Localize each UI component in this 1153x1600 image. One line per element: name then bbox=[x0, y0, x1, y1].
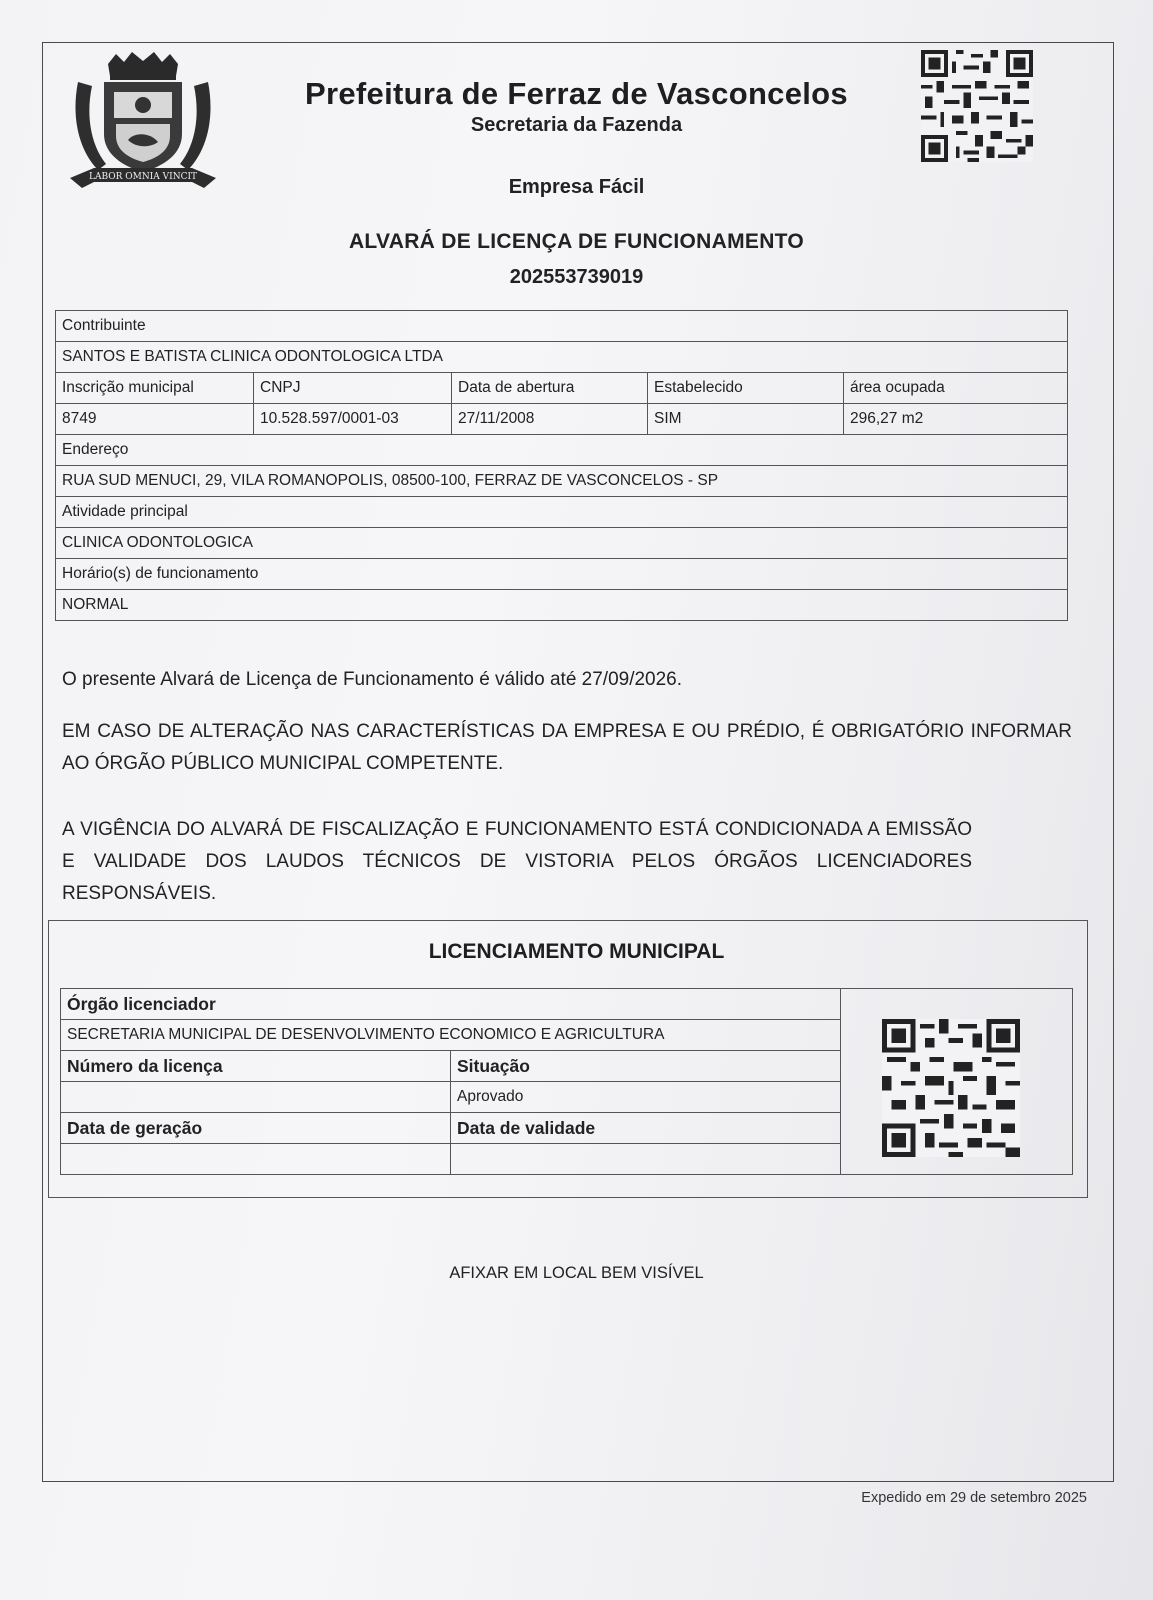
atividade-value: CLINICA ODONTOLOGICA bbox=[56, 528, 1068, 559]
company-data-table bbox=[55, 310, 1068, 621]
inscricao-label: Inscrição municipal bbox=[56, 373, 254, 404]
affix-notice: AFIXAR EM LOCAL BEM VISÍVEL bbox=[449, 1264, 704, 1282]
validade-value bbox=[451, 1144, 841, 1175]
atividade-label: Atividade principal bbox=[56, 497, 1068, 528]
cnpj-label: CNPJ bbox=[254, 373, 452, 404]
licensing-title: LICENCIAMENTO MUNICIPAL bbox=[428, 940, 725, 963]
table-row bbox=[56, 528, 1068, 559]
table-row bbox=[61, 989, 1073, 1020]
document-number: 202553739019 bbox=[509, 266, 644, 288]
table-row bbox=[56, 373, 1068, 404]
svg-text:LABOR OMNIA VINCIT: LABOR OMNIA VINCIT bbox=[88, 172, 198, 182]
contribuinte-label: Contribuinte bbox=[56, 311, 1068, 342]
table-row bbox=[56, 466, 1068, 497]
orgao-label: Órgão licenciador bbox=[61, 989, 841, 1020]
qr-code-licensing-icon[interactable] bbox=[881, 1019, 1021, 1157]
abertura-value: 27/11/2008 bbox=[452, 404, 648, 435]
abertura-label: Data de abertura bbox=[452, 373, 648, 404]
geracao-value bbox=[61, 1144, 451, 1175]
situacao-label: Situação bbox=[451, 1051, 841, 1082]
endereco-label: Endereço bbox=[56, 435, 1068, 466]
numero-label: Número da licença bbox=[61, 1051, 451, 1082]
contribuinte-value: SANTOS E BATISTA CLINICA ODONTOLOGICA LTDA bbox=[56, 342, 1068, 373]
table-row bbox=[56, 435, 1068, 466]
licensing-table bbox=[60, 988, 1073, 1175]
area-value: 296,27 m2 bbox=[844, 404, 1068, 435]
endereco-value: RUA SUD MENUCI, 29, VILA ROMANOPOLIS, 08500-100, FERRAZ DE VASCONCELOS - SP bbox=[56, 466, 1068, 497]
estabelecido-label: Estabelecido bbox=[648, 373, 844, 404]
issued-date: Expedido em 29 de setembro 2025 bbox=[861, 1490, 1087, 1506]
alteration-notice: EM CASO DE ALTERAÇÃO NAS CARACTERÍSTICAS DA EMPRESA E OU PRÉDIO, É OBRIGATÓRIO INFORMAR AO ÓRGÃO PÚBLICO MUNICIPAL COMPETENTE. bbox=[62, 721, 1072, 774]
validity-condition-notice: A VIGÊNCIA DO ALVARÁ DE FISCALIZAÇÃO E FUNCIONAMENTO ESTÁ CONDICIONADA A EMISSÃO E VALIDADE DOS LAUDOS TÉCNICOS DE VISTORIA PELOS ÓRGÃOS LICENCIADORES RESPONSÁVEIS. bbox=[62, 819, 972, 904]
table-row bbox=[56, 559, 1068, 590]
orgao-value: SECRETARIA MUNICIPAL DE DESENVOLVIMENTO ECONOMICO E AGRICULTURA bbox=[61, 1020, 841, 1051]
inscricao-value: 8749 bbox=[56, 404, 254, 435]
page-title: Prefeitura de Ferraz de Vasconcelos bbox=[305, 76, 848, 111]
horario-label: Horário(s) de funcionamento bbox=[56, 559, 1068, 590]
table-row bbox=[56, 404, 1068, 435]
table-row bbox=[56, 497, 1068, 528]
validity-notice: O presente Alvará de Licença de Funcionamento é válido até 27/09/2026. bbox=[62, 669, 683, 690]
cnpj-value: 10.528.597/0001-03 bbox=[254, 404, 452, 435]
table-row bbox=[56, 342, 1068, 373]
situacao-value: Aprovado bbox=[451, 1082, 841, 1113]
page-subtitle: Secretaria da Fazenda bbox=[470, 114, 683, 136]
numero-value bbox=[61, 1082, 451, 1113]
program-name: Empresa Fácil bbox=[508, 176, 645, 198]
table-row bbox=[56, 311, 1068, 342]
area-label: área ocupada bbox=[844, 373, 1068, 404]
table-row bbox=[56, 590, 1068, 621]
estabelecido-value: SIM bbox=[648, 404, 844, 435]
horario-value: NORMAL bbox=[56, 590, 1068, 621]
validade-label: Data de validade bbox=[451, 1113, 841, 1144]
document-title: ALVARÁ DE LICENÇA DE FUNCIONAMENTO bbox=[348, 230, 805, 253]
qr-cell bbox=[841, 989, 1073, 1175]
geracao-label: Data de geração bbox=[61, 1113, 451, 1144]
